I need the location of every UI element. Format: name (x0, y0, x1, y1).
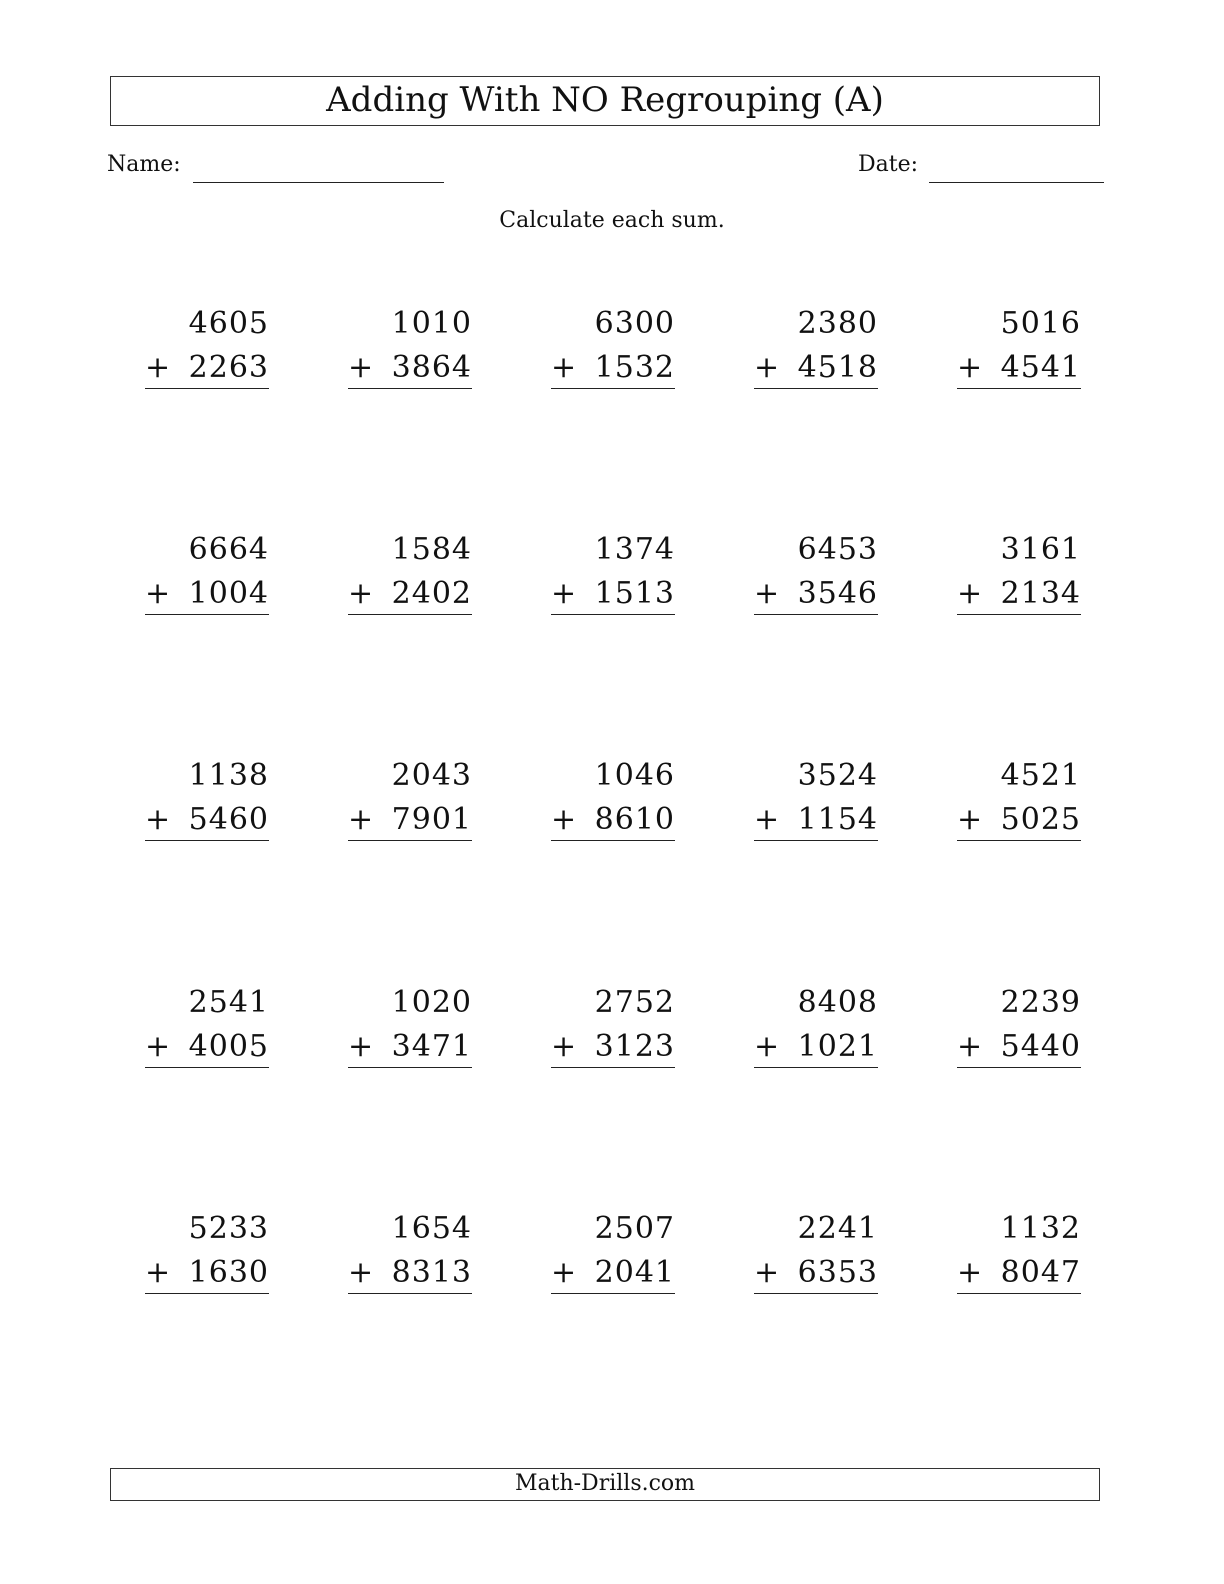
name-label: Name: (107, 152, 181, 177)
addend-bottom: 4541 (1000, 350, 1081, 385)
plus-sign: + (145, 1255, 171, 1290)
plus-sign: + (145, 1029, 171, 1064)
addend-bottom: 8610 (594, 802, 675, 837)
addend-top: 5233 (188, 1211, 269, 1246)
addend-bottom: 5460 (188, 802, 269, 837)
addend-bottom-row (957, 350, 1081, 389)
addend-bottom-row (145, 576, 269, 615)
plus-sign: + (754, 576, 780, 611)
plus-sign: + (957, 1029, 983, 1064)
plus-sign: + (145, 350, 171, 385)
addition-problem (551, 532, 675, 622)
addend-bottom-row (551, 1255, 675, 1294)
plus-sign: + (957, 350, 983, 385)
addition-problem (145, 532, 269, 622)
footer-site-name: Math-Drills.com (110, 1468, 1100, 1501)
addend-top: 2241 (797, 1211, 878, 1246)
addend-bottom: 1021 (797, 1029, 878, 1064)
addend-bottom: 5440 (1000, 1029, 1081, 1064)
addition-problem (145, 306, 269, 396)
addend-bottom-row (551, 1029, 675, 1068)
addend-bottom: 8313 (391, 1255, 472, 1290)
addend-bottom-row (551, 350, 675, 389)
addend-bottom-row (551, 576, 675, 615)
addend-bottom: 1154 (797, 802, 878, 837)
addition-problem (348, 532, 472, 622)
addition-problem (957, 532, 1081, 622)
addition-problem (348, 306, 472, 396)
addend-top: 2507 (594, 1211, 675, 1246)
plus-sign: + (754, 350, 780, 385)
addend-top: 1138 (188, 758, 269, 793)
addition-problem (754, 985, 878, 1075)
addend-bottom-row (754, 802, 878, 841)
plus-sign: + (957, 802, 983, 837)
addend-bottom: 2041 (594, 1255, 675, 1290)
addend-bottom: 4005 (188, 1029, 269, 1064)
plus-sign: + (957, 576, 983, 611)
addend-bottom-row (957, 576, 1081, 615)
addend-top: 8408 (797, 985, 878, 1020)
addend-bottom: 8047 (1000, 1255, 1081, 1290)
addition-problem (957, 985, 1081, 1075)
addend-bottom: 3471 (391, 1029, 472, 1064)
addend-top: 1010 (391, 306, 472, 341)
addend-top: 1584 (391, 532, 472, 567)
addend-bottom: 1532 (594, 350, 675, 385)
addend-top: 6300 (594, 306, 675, 341)
plus-sign: + (551, 350, 577, 385)
addition-problem (957, 1211, 1081, 1301)
addend-top: 1132 (1000, 1211, 1081, 1246)
plus-sign: + (145, 576, 171, 611)
plus-sign: + (145, 802, 171, 837)
addend-bottom: 6353 (797, 1255, 878, 1290)
plus-sign: + (754, 1029, 780, 1064)
addend-top: 2239 (1000, 985, 1081, 1020)
addend-bottom-row (145, 1255, 269, 1294)
addition-problem (348, 758, 472, 848)
addend-bottom: 3864 (391, 350, 472, 385)
addition-problem (348, 985, 472, 1075)
addend-top: 4605 (188, 306, 269, 341)
addend-bottom-row (348, 802, 472, 841)
addend-top: 5016 (1000, 306, 1081, 341)
addend-bottom: 2263 (188, 350, 269, 385)
plus-sign: + (551, 576, 577, 611)
addend-bottom-row (754, 1255, 878, 1294)
addend-top: 1654 (391, 1211, 472, 1246)
plus-sign: + (551, 802, 577, 837)
plus-sign: + (348, 1029, 374, 1064)
addition-problem (754, 1211, 878, 1301)
addend-bottom: 2134 (1000, 576, 1081, 611)
addend-bottom: 7901 (391, 802, 472, 837)
addend-bottom: 1630 (188, 1255, 269, 1290)
addend-bottom-row (348, 1255, 472, 1294)
addition-problem (348, 1211, 472, 1301)
date-field-line[interactable] (929, 182, 1104, 183)
addend-bottom-row (145, 1029, 269, 1068)
plus-sign: + (754, 802, 780, 837)
addition-problem (551, 1211, 675, 1301)
addend-bottom-row (754, 350, 878, 389)
addend-bottom-row (957, 1255, 1081, 1294)
date-label: Date: (858, 152, 919, 177)
addition-problem (754, 306, 878, 396)
addend-bottom-row (145, 350, 269, 389)
addend-top: 2541 (188, 985, 269, 1020)
addend-top: 6664 (188, 532, 269, 567)
addition-problem (145, 985, 269, 1075)
addend-bottom-row (145, 802, 269, 841)
instructions: Calculate each sum. (499, 208, 725, 233)
plus-sign: + (754, 1255, 780, 1290)
addend-bottom: 1004 (188, 576, 269, 611)
addend-top: 2380 (797, 306, 878, 341)
addend-bottom-row (957, 1029, 1081, 1068)
addend-bottom-row (754, 576, 878, 615)
addend-bottom: 2402 (391, 576, 472, 611)
addend-bottom-row (348, 1029, 472, 1068)
addend-top: 3161 (1000, 532, 1081, 567)
addend-bottom: 1513 (594, 576, 675, 611)
addition-problem (551, 306, 675, 396)
plus-sign: + (957, 1255, 983, 1290)
addition-problem (551, 758, 675, 848)
addend-top: 3524 (797, 758, 878, 793)
addition-problem (754, 758, 878, 848)
addend-top: 6453 (797, 532, 878, 567)
addition-problem (754, 532, 878, 622)
addend-top: 4521 (1000, 758, 1081, 793)
addend-bottom: 4518 (797, 350, 878, 385)
addend-bottom-row (348, 350, 472, 389)
addend-top: 1046 (594, 758, 675, 793)
addition-problem (957, 758, 1081, 848)
addition-problem (145, 758, 269, 848)
addend-bottom-row (754, 1029, 878, 1068)
addition-problem (551, 985, 675, 1075)
addend-top: 2752 (594, 985, 675, 1020)
plus-sign: + (551, 1255, 577, 1290)
addend-top: 1020 (391, 985, 472, 1020)
addend-bottom-row (957, 802, 1081, 841)
addend-bottom: 5025 (1000, 802, 1081, 837)
plus-sign: + (551, 1029, 577, 1064)
addend-bottom: 3123 (594, 1029, 675, 1064)
addend-bottom-row (551, 802, 675, 841)
addition-problem (145, 1211, 269, 1301)
plus-sign: + (348, 350, 374, 385)
worksheet-title: Adding With NO Regrouping (A) (110, 76, 1100, 126)
addend-bottom-row (348, 576, 472, 615)
plus-sign: + (348, 576, 374, 611)
addend-top: 1374 (594, 532, 675, 567)
plus-sign: + (348, 802, 374, 837)
name-field-line[interactable] (193, 182, 444, 183)
addend-bottom: 3546 (797, 576, 878, 611)
addend-top: 2043 (391, 758, 472, 793)
plus-sign: + (348, 1255, 374, 1290)
addition-problem (957, 306, 1081, 396)
